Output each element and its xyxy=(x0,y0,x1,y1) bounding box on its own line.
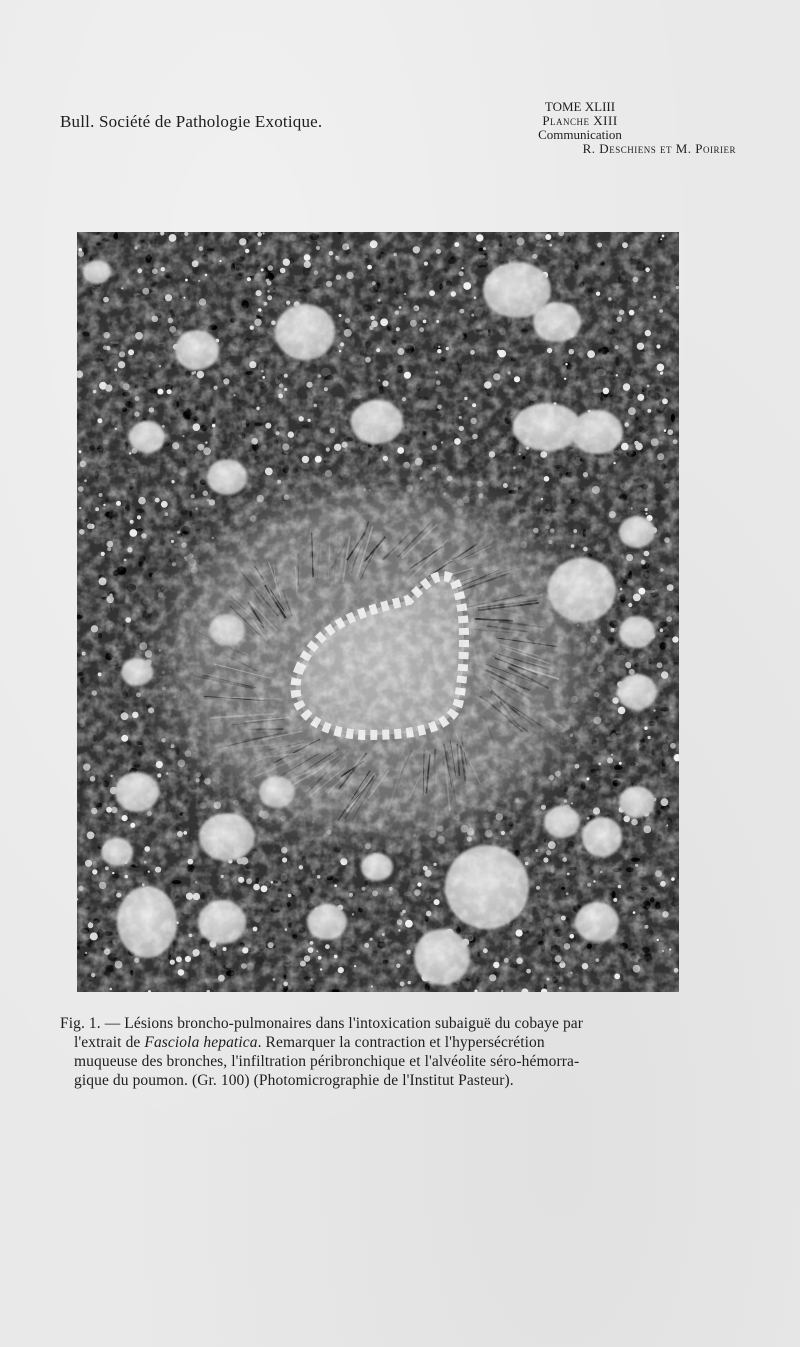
tome-label: TOME XLIII xyxy=(544,99,616,114)
authors: R. Deschiens et M. Poirier xyxy=(582,141,736,156)
species-name: Fasciola hepatica xyxy=(144,1034,258,1051)
journal-title: Bull. Société de Pathologie Exotique. xyxy=(60,112,323,131)
photomicrograph xyxy=(77,232,679,992)
caption-line-1: Fig. 1. — Lésions broncho-pulmonaires dans l'intoxication subaiguë du cobaye par xyxy=(60,1015,584,1032)
caption-line-2 xyxy=(60,1033,696,1052)
figure-caption xyxy=(60,1014,696,1090)
caption-line-4: gique du poumon. (Gr. 100) (Photomicrographie de l'Institut Pasteur). xyxy=(74,1072,514,1089)
caption-line-2-suffix: . Remarquer la contraction et l'hypersécrétion xyxy=(257,1034,545,1051)
communication-label: Communication xyxy=(538,127,622,142)
photomicrograph-image xyxy=(77,232,679,992)
plate-number: Planche XIII xyxy=(542,113,618,128)
plate-info xyxy=(460,99,736,156)
caption-line-2-prefix: l'extrait de xyxy=(74,1034,145,1051)
caption-line-3: muqueuse des bronches, l'infiltration péribronchique et l'alvéolite séro-hémorra- xyxy=(74,1053,580,1070)
